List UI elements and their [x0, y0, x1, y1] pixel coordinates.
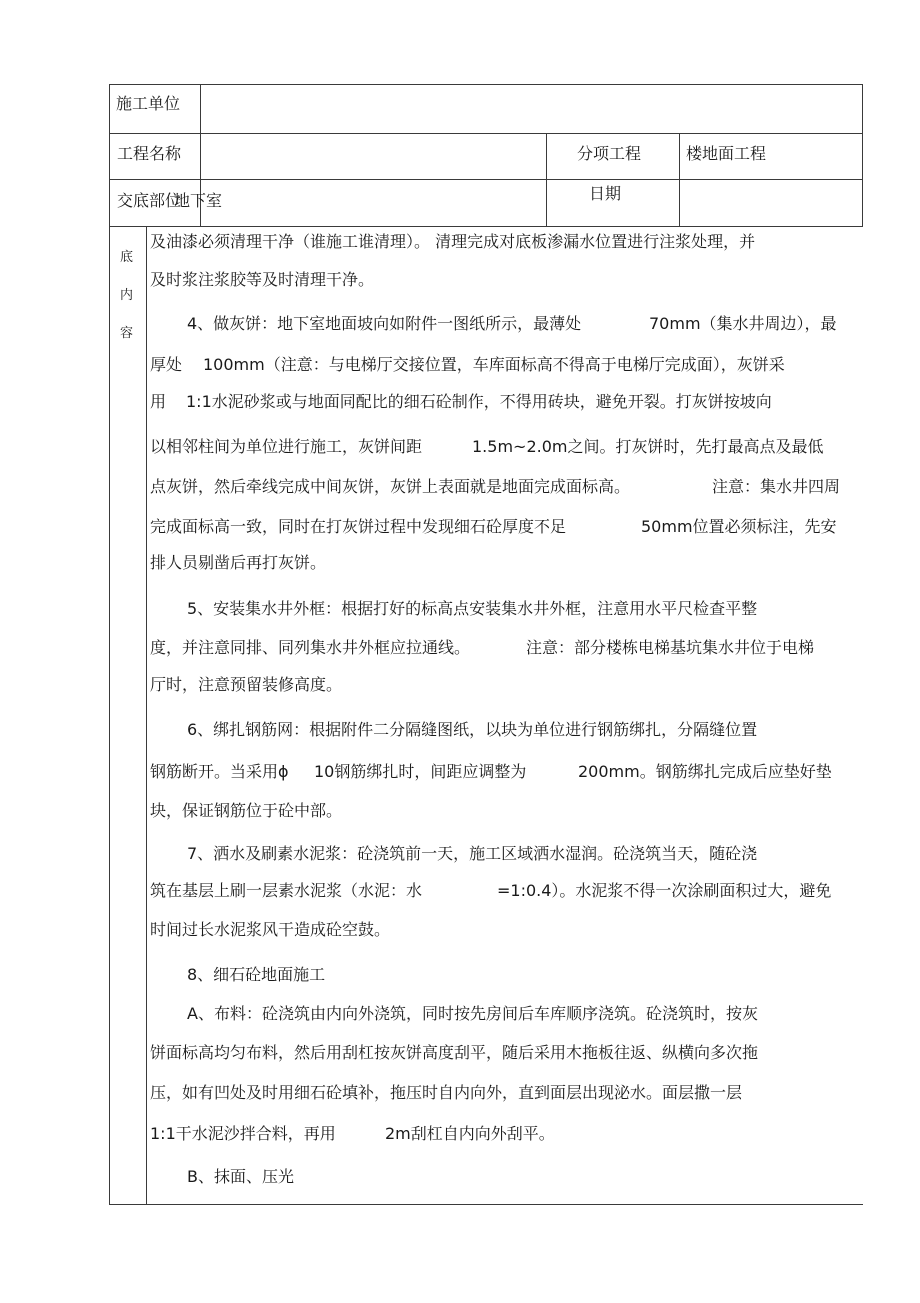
body-line: 及油漆必须清理干净（谁施工谁清理）。 清理完成对底板渗漏水位置进行注浆处理，并 — [150, 232, 756, 251]
body-line: 1:1水泥砂浆或与地面同配比的细石砼制作，不得用砖块，避免开裂。打灰饼按坡向 — [186, 392, 772, 411]
body-line: 70mm（集水井周边），最 — [649, 314, 837, 333]
body-line: 点灰饼，然后牵线完成中间灰饼，灰饼上表面就是地面完成面标高。 — [150, 477, 631, 496]
body-line: =1:0.4）。水泥浆不得一次涂刷面积过大，避免 — [497, 881, 832, 900]
body-line: 6、绑扎钢筋网：根据附件二分隔缝图纸，以块为单位进行钢筋绑扎，分隔缝位置 — [187, 720, 758, 739]
disclosure-location-label: 交底部位 — [117, 191, 182, 210]
table-row-divider — [109, 226, 863, 227]
content-side-label-3: 容 — [120, 326, 134, 341]
body-line: 注意：部分楼栋电梯基坑集水井位于电梯 — [526, 638, 815, 657]
disclosure-location-value: 地下室 — [174, 191, 223, 210]
body-line: A、布料：砼浇筑由内向外浇筑，同时按先房间后车库顺序浇筑。砼浇筑时，按灰 — [187, 1004, 758, 1023]
body-line: 及时浆注浆胶等及时清理干净。 — [150, 270, 375, 289]
sub-project-label: 分项工程 — [577, 144, 642, 163]
body-line: 2m刮杠自内向外刮平。 — [385, 1124, 555, 1143]
body-line: 5、安装集水井外框：根据打好的标高点安装集水井外框，注意用水平尺检查平整 — [187, 599, 758, 618]
body-line: 完成面标高一致，同时在打灰饼过程中发现细石砼厚度不足 — [150, 517, 567, 536]
content-side-label-2: 内 — [120, 288, 134, 303]
body-line: 8、细石砼地面施工 — [187, 965, 326, 984]
body-line: 度，并注意同排、同列集水井外框应拉通线。 — [150, 638, 471, 657]
body-line: 50mm位置必须标注，先安 — [641, 517, 837, 536]
sub-value-divider — [679, 133, 680, 227]
body-line: 1:1干水泥沙拌合料，再用 — [150, 1124, 336, 1143]
body-line: 压，如有凹处及时用细石砼填补，拖压时自内向外，直到面层出现泌水。面层撒一层 — [150, 1083, 743, 1102]
table-border-right — [862, 84, 863, 227]
table-row-divider — [109, 133, 863, 134]
body-line: 饼面标高均匀布料，然后用刮杠按灰饼高度刮平，随后采用木拖板往返、纵横向多次拖 — [150, 1043, 759, 1062]
body-line: 以相邻柱间为单位进行施工，灰饼间距 — [150, 437, 423, 456]
table-border-bottom — [109, 1204, 863, 1205]
body-line: 4、做灰饼：地下室地面坡向如附件一图纸所示，最薄处 — [187, 314, 582, 333]
body-line: 排人员剔凿后再打灰饼。 — [150, 553, 327, 572]
table-row-divider — [109, 179, 863, 180]
table-border-top — [109, 84, 863, 85]
body-line: 1.5m~2.0m之间。打灰饼时，先打最高点及最低 — [472, 437, 824, 456]
body-line: 钢筋断开。当采用ϕ — [150, 762, 289, 781]
sub-project-value: 楼地面工程 — [686, 144, 767, 163]
body-line: B、抹面、压光 — [187, 1167, 294, 1186]
body-line: 用 — [150, 392, 167, 411]
sub-label-divider — [546, 133, 547, 227]
table-border-left — [109, 84, 110, 1205]
body-line: 100mm（注意：与电梯厅交接位置，车库面标高不得高于电梯厅完成面），灰饼采 — [203, 355, 785, 374]
content-side-label-1: 底 — [120, 250, 134, 265]
body-line: 时间过长水泥浆风干造成砼空鼓。 — [150, 920, 391, 939]
body-line: 筑在基层上刷一层素水泥浆（水泥：水 — [150, 881, 423, 900]
body-line: 注意：集水井四周 — [712, 477, 841, 496]
body-line: 7、洒水及刷素水泥浆：砼浇筑前一天，施工区域洒水湿润。砼浇筑当天，随砼浇 — [187, 844, 758, 863]
side-column-divider — [146, 226, 147, 1205]
body-line: 10钢筋绑扎时，间距应调整为 — [314, 762, 527, 781]
body-line: 块，保证钢筋位于砼中部。 — [150, 801, 343, 820]
date-label: 日期 — [589, 184, 622, 203]
body-line: 厚处 — [150, 355, 183, 374]
body-line: 200mm。钢筋绑扎完成后应垫好垫 — [578, 762, 832, 781]
body-line: 厅时，注意预留装修高度。 — [150, 675, 343, 694]
project-name-label: 工程名称 — [117, 144, 182, 163]
construction-unit-label: 施工单位 — [116, 94, 181, 113]
